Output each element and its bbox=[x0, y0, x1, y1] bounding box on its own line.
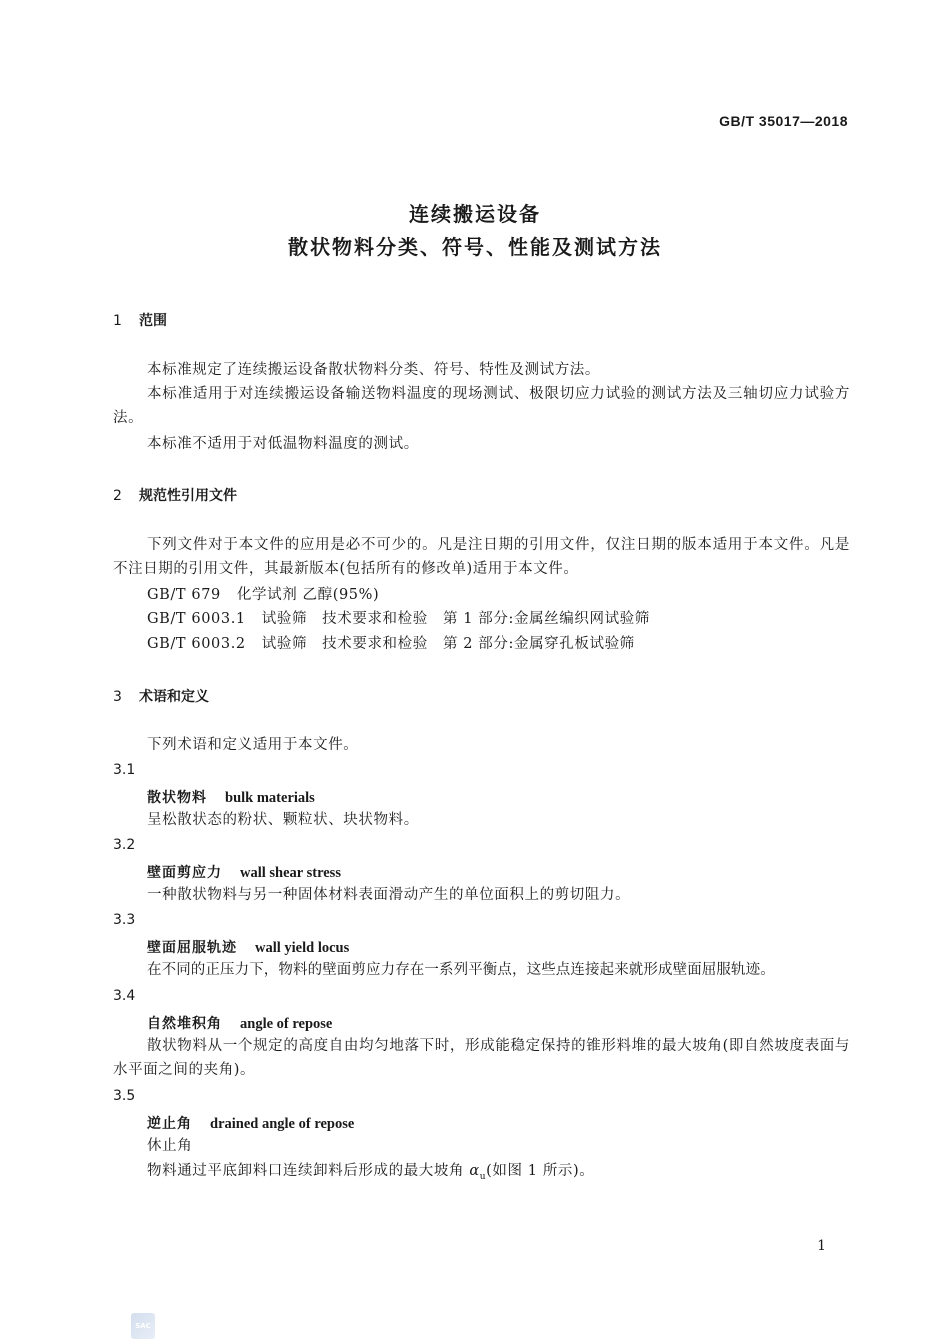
paragraph: 本标准不适用于对低温物料温度的测试。 bbox=[147, 436, 419, 452]
doc-title-line2: 散状物料分类、符号、性能及测试方法 bbox=[288, 235, 662, 259]
paragraph: 下列文件对于本文件的应用是必不可少的。凡是注日期的引用文件，仅注日期的版本适用于本文件。凡是不注日期的引用文件，其最新版本(包括所有的修改单)适用于本文件。 bbox=[113, 537, 850, 577]
term-en: wall shear stress bbox=[240, 865, 341, 881]
section-2-heading bbox=[113, 485, 237, 505]
section-number: 2 bbox=[113, 488, 122, 504]
page-number: 1 bbox=[817, 1238, 826, 1254]
term-number: 3.1 bbox=[113, 762, 136, 778]
doc-title-line1: 连续搬运设备 bbox=[409, 202, 541, 226]
reference-code: GB/T 6003.2 bbox=[147, 636, 246, 652]
paragraph: 本标准适用于对连续搬运设备输送物料温度的现场测试、极限切应力试验的测试方法及三轴切应力试验方法。 bbox=[113, 386, 850, 426]
section-number: 3 bbox=[113, 689, 122, 705]
paragraph: 本标准规定了连续搬运设备散状物料分类、符号、特性及测试方法。 bbox=[147, 362, 600, 378]
angle-subscript: u bbox=[479, 1171, 487, 1182]
term-en: wall yield locus bbox=[255, 940, 350, 956]
section-title: 术语和定义 bbox=[139, 689, 209, 705]
angle-symbol: α bbox=[469, 1163, 480, 1179]
normative-reference bbox=[147, 632, 635, 656]
term-heading bbox=[147, 862, 341, 882]
term-heading bbox=[147, 1013, 332, 1033]
term-cn: 散状物料 bbox=[147, 790, 207, 806]
section-title: 规范性引用文件 bbox=[139, 488, 237, 504]
term-cn: 壁面剪应力 bbox=[147, 865, 222, 881]
standard-code: GB/T 35017—2018 bbox=[719, 113, 848, 129]
section-title: 范围 bbox=[139, 313, 167, 329]
term-en: bulk materials bbox=[225, 790, 315, 806]
term-number: 3.3 bbox=[113, 912, 136, 928]
section-number: 1 bbox=[113, 313, 122, 329]
term-en: angle of repose bbox=[240, 1016, 333, 1032]
term-definition: 一种散状物料与另一种固体材料表面滑动产生的单位面积上的剪切阻力。 bbox=[147, 887, 631, 903]
term-number: 3.2 bbox=[113, 837, 136, 853]
definition-text: 物料通过平底卸料口连续卸料后形成的最大坡角 bbox=[147, 1163, 470, 1179]
section-1-heading bbox=[113, 310, 167, 330]
term-cn: 自然堆积角 bbox=[147, 1016, 222, 1032]
paragraph: 下列术语和定义适用于本文件。 bbox=[147, 737, 359, 753]
term-en: drained angle of repose bbox=[210, 1116, 355, 1132]
section-3-heading bbox=[113, 686, 209, 706]
term-cn: 壁面屈服轨迹 bbox=[147, 940, 237, 956]
term-heading bbox=[147, 787, 315, 807]
term-definition: 散状物料从一个规定的高度自由均匀地落下时，形成能稳定保持的锥形料堆的最大坡角(即自然坡度表面与水平面之间的夹角)。 bbox=[113, 1038, 850, 1078]
reference-title: 试验筛 技术要求和检验 第 2 部分:金属穿孔板试验筛 bbox=[261, 636, 635, 652]
definition-text: (如图 1 所示)。 bbox=[486, 1163, 595, 1179]
term-number: 3.4 bbox=[113, 988, 136, 1004]
normative-reference bbox=[147, 607, 650, 631]
term-definition: 呈松散状态的粉状、颗粒状、块状物料。 bbox=[147, 812, 419, 828]
term-heading bbox=[147, 937, 349, 957]
sac-logo bbox=[131, 1313, 155, 1339]
term-definition bbox=[147, 1159, 594, 1189]
reference-code: GB/T 6003.1 bbox=[147, 611, 246, 627]
normative-reference bbox=[147, 583, 379, 607]
reference-title: 化学试剂 乙醇(95%) bbox=[236, 587, 380, 603]
reference-title: 试验筛 技术要求和检验 第 1 部分:金属丝编织网试验筛 bbox=[261, 611, 650, 627]
term-heading bbox=[147, 1113, 354, 1133]
logo-text: SAC bbox=[135, 1322, 151, 1330]
term-admitted-term: 休止角 bbox=[147, 1138, 193, 1154]
term-cn: 逆止角 bbox=[147, 1116, 192, 1132]
reference-code: GB/T 679 bbox=[147, 587, 221, 603]
term-definition: 在不同的正压力下，物料的壁面剪应力存在一系列平衡点，这些点连接起来就形成壁面屈服轨迹。 bbox=[147, 962, 775, 978]
term-number: 3.5 bbox=[113, 1088, 136, 1104]
